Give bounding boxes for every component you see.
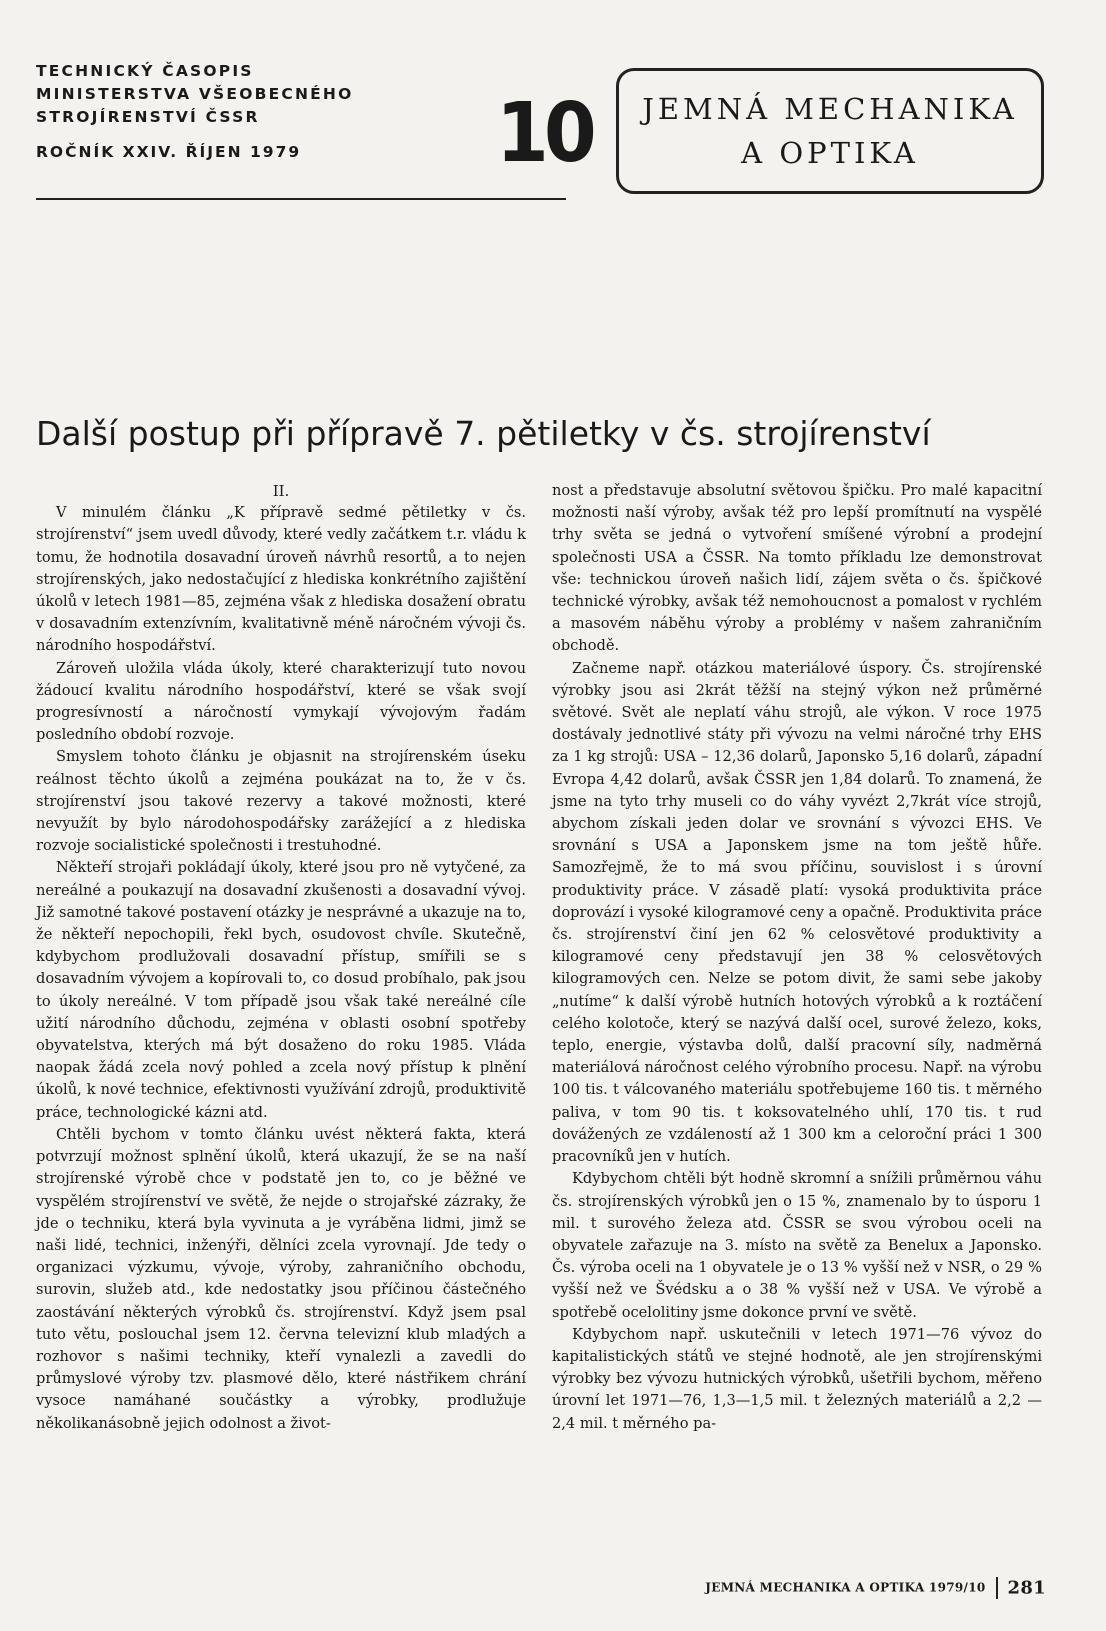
journal-name-box <box>616 68 1044 194</box>
right-column <box>552 480 1042 1435</box>
left-column <box>36 480 526 1435</box>
masthead-line-2: MINISTERSTVA VŠEOBECNÉHO <box>36 85 354 103</box>
masthead-line-3: STROJÍRENSTVÍ ČSSR <box>36 108 260 126</box>
footer-divider <box>996 1577 998 1599</box>
journal-name-line-1: JEMNÁ MECHANIKA <box>642 92 1018 126</box>
paragraph: Chtěli bychom v tomto článku uvést některá fakta, která potvrzují možnost splnění úkolů, která ukazují, že se na naší strojírenské výrobě chce v podstatě jen to, co je běžné ve vyspělém strojírenství ve světě, že nejde o strojařské zázraky, že jde o techniku, která byla vyvinuta a je vyráběna lidmi, jimž se naši lidé, technici, inženýři, dělníci zcela vyrovnají. Jde tedy o organizaci výzkumu, vývoje, výroby, zahraničního obchodu, surovin, služeb atd., kde nedostatky jsou příčinou částečného zaostávání některých výrobků čs. strojírenství. Když jsem psal tuto větu, poslouchal jsem 12. června televizní klub mladých a rozhovor s našimi techniky, kteří vynalezli a zavedli do průmyslové výroby tzv. plasmové dělo, které nástřikem chrání vysoce namáhané součástky a výrobky, prodlužuje několikanásobně jejich odolnost a život- <box>36 1125 526 1432</box>
paragraph: Kdybychom chtěli být hodně skromní a snížili průměrnou váhu čs. strojírenských výrobků jen o 15 %, znamenalo by to úsporu 1 mil. t surového železa atd. ČSSR se svou výrobou oceli na obyvatele zařazuje na 3. místo na světě za Benelux a Japonsko. Čs. výroba oceli na 1 obyvatele je o 13 % vyšší než v NSR, o 29 % vyšší než ve Švédsku a o 38 % vyšší než v USA. Ve výrobě a spotřebě ocelolitiny jsme dokonce první ve světě. <box>552 1170 1042 1321</box>
footer-journal-ref: JEMNÁ MECHANIKA A OPTIKA 1979/10 <box>705 1580 986 1595</box>
journal-name-line-2: A OPTIKA <box>741 136 919 170</box>
header-rule <box>36 198 566 200</box>
paragraph: Smyslem tohoto článku je objasnit na strojírenském úseku reálnost těchto úkolů a zejména poukázat na to, že v čs. strojírenství jsou takové rezervy a takové možnosti, které nevyužít by bylo národohospodářsky zarážející a z hlediska rozvoje socialistické společnosti i trestuhodné. <box>36 748 526 855</box>
paragraph: nost a představuje absolutní světovou špičku. Pro malé kapacitní možnosti naší výroby, avšak též pro lepší promítnutí na vyspělé trhy světa se jedná o vytvoření smíšené výrobní a prodejní společnosti USA a ČSSR. Na tomto příkladu lze demonstrovat vše: technickou úroveň našich lidí, zájem světa o čs. špičkové technické výrobky, avšak též nemohoucnost a pomalost v rychlém a masovém náběhu výroby a problémy v našem zahraničním obchodě. <box>552 482 1042 655</box>
paragraph: Začneme např. otázkou materiálové úspory. Čs. strojírenské výrobky jsou asi 2krát těžší na stejný výkon než průměrné světové. Svět ale neplatí váhu strojů, ale výkon. V roce 1975 dostávaly jednotlivé státy při vývozu na velmi náročné trhy EHS za 1 kg strojů: USA – 12,36 dolarů, Japonsko 5,16 dolarů, západní Evropa 4,42 dolarů, avšak ČSSR jen 1,84 dolarů. To znamená, že jsme na tyto trhy museli co do váhy vyvézt 2,7krát více strojů, abychom získali jeden dolar ve srovnání s vývozci EHS. Ve srovnání s USA a Japonskem jsme na tom ještě hůře. Samozřejmě, že to má svou příčinu, souvislost i s úrovní produktivity práce. V zásadě platí: vysoká produktivita práce doprovází i vysoké kilogramové ceny a opačně. Produktivita práce čs. strojírenství činí jen 62 % celosvětové produktivity a kilogramové ceny představují jen 38 % celosvětových kilogramových cen. Nelze se potom divit, že sami sebe jakoby „nutíme“ k další výrobě hutních hotových výrobků a k roztáčení celého kolotoče, který se nazývá další ocel, surové železo, koks, teplo, energie, výstavba dolů, další pracovní síly, nadměrná materiálová náročnost celého výrobního procesu. Např. na výrobu 100 tis. t válcovaného materiálu spotřebujeme 160 tis. t měrného paliva, v tom 90 tis. t koksovatelného uhlí, 170 tis. t rud dovážených ze vzdáleností až 1 300 km a celoroční práci 1 300 pracovníků jen v hutích. <box>552 659 1042 1166</box>
section-number: II. <box>272 482 290 500</box>
paragraph: Kdybychom např. uskutečnili v letech 1971—76 vývoz do kapitalistických států ve stejné hodnotě, ale jen strojírenskými výrobky bez vývozu hutnických výrobků, ušetřili bychom, měřeno úrovní let 1971—76, 1,3—1,5 mil. t železných materiálů a 2,2 —2,4 mil. t měrného pa- <box>552 1325 1042 1432</box>
page-footer <box>636 1577 1046 1599</box>
issue-number: 10 <box>496 84 592 181</box>
paragraph: Někteří strojaři pokládají úkoly, které jsou pro ně vytyčené, za nereálné a poukazují na dosavadní zkušenosti a dosavadní vývoj. Již samotné takové postavení otázky je nesprávné a ukazuje na to, že někteří nepochopili, řekl bych, osudovost chvíle. Skutečně, kdybychom prodlužovali dosavadní přístup, smířili se s dosavadním vývojem a kopírovali to, co dosud probíhalo, pak jsou to úkoly nereálné. V tom případě jsou však také nereálné cíle užití národního důchodu, zejména v oblasti osobní spotřeby obyvatelstva, kterých má být dosaženo do roku 1985. Vláda naopak žádá zcela nový pohled a zcela nový přístup k plnění úkolů, k nové technice, efektivnosti využívání zdrojů, produktivitě práce, technologické kázni atd. <box>36 859 526 1121</box>
article-title: Další postup při přípravě 7. pětiletky v čs. strojírenství <box>36 414 931 453</box>
page-number: 281 <box>1007 1577 1046 1599</box>
volume-date: ROČNÍK XXIV. ŘÍJEN 1979 <box>36 143 302 161</box>
masthead-line-1: TECHNICKÝ ČASOPIS <box>36 62 254 80</box>
paragraph: V minulém článku „K přípravě sedmé pětiletky v čs. strojírenství“ jsem uvedl důvody, které vedly začátkem t.r. vládu k tomu, že hodnotila dosavadní úroveň návrhů resortů, a to nejen strojírenských, jako nedostačující z hlediska konkrétního zajištění úkolů v letech 1981—85, zejména však z hlediska dosažení obratu v dosavadním extenzívním, kvalitativně méně náročném vývoji čs. národního hospodářství. <box>36 504 526 655</box>
paragraph: Zároveň uložila vláda úkoly, které charakterizují tuto novou žádoucí kvalitu národního hospodářství, které se však svojí progresívností a náročností vymykají vývojovým řadám posledního období rozvoje. <box>36 659 526 744</box>
